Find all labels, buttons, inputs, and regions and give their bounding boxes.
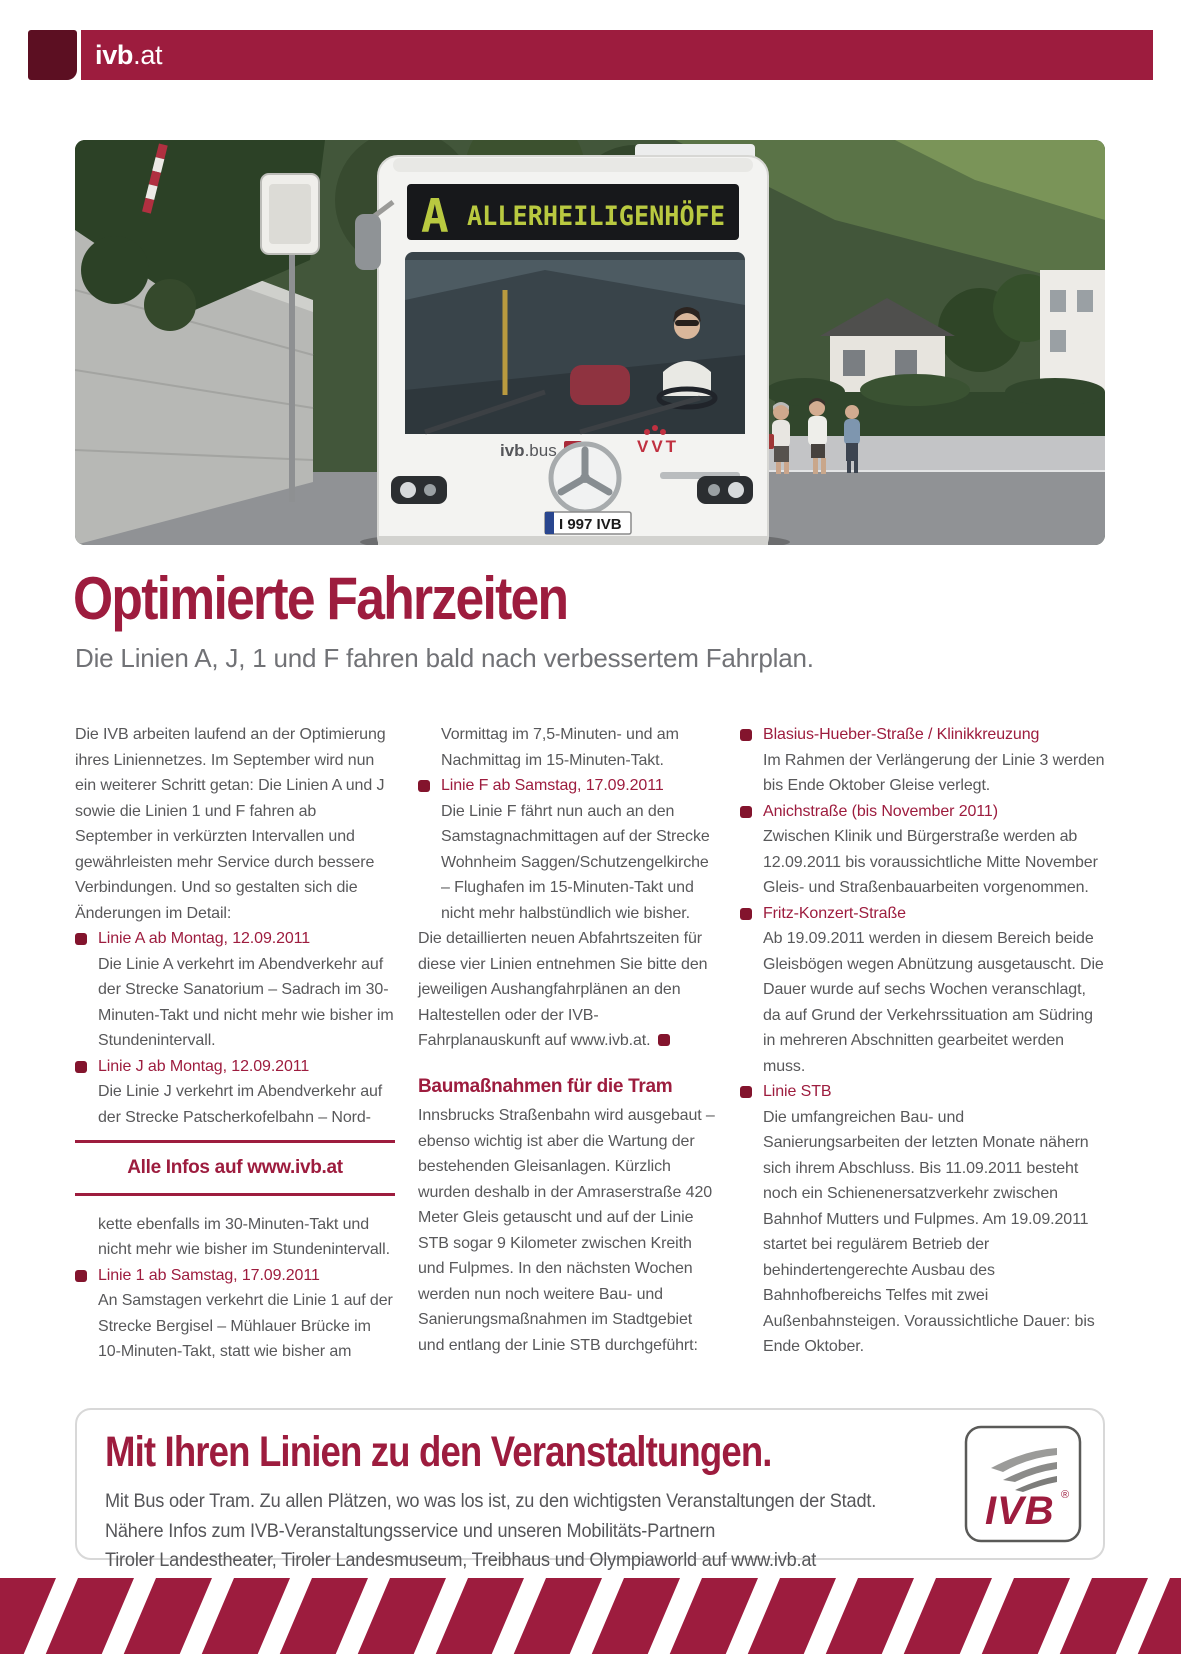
item-body: Im Rahmen der Verlängerung der Linie 3 werden bis Ende Oktober Gleise verlegt. <box>763 751 1105 794</box>
brand-bold: ivb <box>95 39 134 70</box>
item-body: Die Linie A verkehrt im Abendverkehr auf der Strecke Sanatorium – Sadrach im 30-Minuten-Takt und nicht mehr wie bisher im Stundenintervall. <box>98 955 394 1049</box>
bullet-icon <box>740 806 752 818</box>
info-callout <box>75 1140 395 1196</box>
section-heading: Baumaßnahmen für die Tram <box>418 1075 673 1097</box>
ivb-logo-text: IVB <box>985 1489 1055 1533</box>
ivb-logo-reg: ® <box>1061 1489 1070 1501</box>
headlight-right <box>697 476 753 504</box>
column-2 <box>418 722 717 1406</box>
item-body: Die Linie F fährt nun auch an den Samstagnachmittagen auf der Strecke Wohnheim Saggen/Schutzengelkirche – Flughafen im 15-Minuten-Takt und nicht mehr halbstündlich wie bisher. <box>441 802 710 922</box>
item-heading: Linie 1 ab Samstag, 17.09.2011 <box>98 1266 320 1284</box>
intro-paragraph: Die IVB arbeiten laufend an der Optimierung ihres Liniennetzes. Im September wird nun ein weiterer Schritt getan: Die Linien A und J sowie die Linien 1 und F fahren ab September in verkürzten Intervallen und gewährleisten mehr Service durch bessere Verbindungen. Und so gestalten sich die Änderungen im Detail: <box>75 726 386 922</box>
list-item-linie-1 <box>75 1263 395 1365</box>
destination-display <box>407 184 744 243</box>
item-heading: Fritz-Konzert-Straße <box>763 904 906 922</box>
closing-paragraph-text: Die detaillierten neuen Abfahrtszeiten für diese vier Linien entnehmen Sie bitte den jeweiligen Aushangfahrplänen an den Haltestellen oder der IVB-Fahrplanauskunft auf www.ivb.at. <box>418 930 708 1049</box>
item-heading: Blasius-Hueber-Straße / Klinikkreuzung <box>763 726 1040 743</box>
event-box-line: Tiroler Landestheater, Tiroler Landesmuseum, Treibhaus und Olympiaworld auf www.ivb.at <box>105 1549 817 1571</box>
bus-brand-label: ivb.bus <box>500 441 557 460</box>
bus <box>355 144 790 545</box>
bullet-icon <box>740 729 752 741</box>
column-1 <box>75 722 395 1406</box>
continuation-paragraph: Vormittag im 7,5-Minuten- und am Nachmittag im 15-Minuten-Takt. <box>441 726 679 769</box>
bullet-icon <box>418 780 430 792</box>
bus-photo <box>75 140 1105 545</box>
event-box-line: Nähere Infos zum IVB-Veranstaltungsservice und unseren Mobilitäts-Partnern <box>105 1519 716 1542</box>
event-service-box <box>75 1408 1105 1571</box>
bullet-icon <box>740 908 752 920</box>
svg-text:VVT: VVT <box>637 437 680 456</box>
item-heading: Linie F ab Samstag, 17.09.2011 <box>441 777 664 794</box>
item-heading: Linie J ab Montag, 12.09.2011 <box>98 1057 310 1075</box>
list-item-linie-f <box>418 773 717 926</box>
brand-bar <box>81 30 1153 80</box>
bullet-icon <box>75 933 87 945</box>
item-heading: Anichstraße (bis November 2011) <box>763 802 998 820</box>
list-item-blasius <box>740 722 1105 799</box>
brand-wordmark <box>95 40 162 71</box>
brand-suffix: .at <box>133 39 163 70</box>
closing-paragraph <box>418 926 717 1054</box>
item-heading: Linie A ab Montag, 12.09.2011 <box>98 930 311 947</box>
info-callout-text: Alle Infos auf www.ivb.at <box>127 1157 343 1178</box>
item-body: Ab 19.09.2011 werden in diesem Bereich beide Gleisbögen wegen Abnützung ausgetauscht. Die Dauer wurde auf sechs Wochen veranschlagt, da auf Grund der Verkehrssituation am Südring in mehreren Abschnitten gearbeitet werden muss. <box>763 930 1104 1075</box>
event-box-title: Mit Ihren Linien zu den Veranstaltungen. <box>105 1428 772 1476</box>
destination-text: ALLERHEILIGENHÖFE <box>467 201 744 232</box>
bullet-icon <box>75 1270 87 1282</box>
item-body: Die Linie J verkehrt im Abendverkehr auf der Strecke Patscherkofelbahn – Nord- <box>98 1083 383 1126</box>
brand-square <box>28 30 77 80</box>
article-columns <box>75 722 1105 1406</box>
page-subtitle: Die Linien A, J, 1 und F fahren bald nach verbessertem Fahrplan. <box>75 643 814 673</box>
continuation-paragraph: kette ebenfalls im 30-Minuten-Takt und nicht mehr wie bisher im Stundenintervall. <box>98 1215 390 1258</box>
list-item-linie-stb <box>740 1079 1105 1360</box>
bullet-icon <box>740 1086 752 1098</box>
list-item-fritz-konzert <box>740 901 1105 1080</box>
windshield <box>405 252 745 434</box>
item-heading: Linie STB <box>763 1083 832 1100</box>
svg-text:I 997 IVB: I 997 IVB <box>559 516 622 533</box>
mercedes-star <box>551 444 619 512</box>
license-plate <box>545 512 631 534</box>
rule-bottom <box>75 1193 395 1196</box>
headlight-left <box>391 476 447 504</box>
page-title: Optimierte Fahrzeiten <box>73 565 568 632</box>
item-body: Die umfangreichen Bau- und Sanierungsarbeiten der letzten Monate nähern sich ihrem Abschluss. Bis 11.09.2011 besteht noch ein Schienenersatzverkehr zwischen Bahnhof Mutters und Fulpmes. Am 19.09.2011 startet bei regulärem Betrieb der behindertengerechte Ausbau des Bahnhofbereichs Telfes mit zwei Außenbahnsteigen. Voraussichtliche Dauer: bis Ende Oktober. <box>763 1108 1095 1355</box>
column-3 <box>740 722 1105 1406</box>
list-item-linie-j <box>75 1054 395 1131</box>
ivb-logo <box>963 1424 1083 1544</box>
item-body: An Samstagen verkehrt die Linie 1 auf der Strecke Bergisel – Mühlauer Brücke im 10-Minuten-Takt, statt wie bisher am <box>98 1292 393 1360</box>
section-paragraph: Innsbrucks Straßenbahn wird ausgebaut – ebenso wichtig ist aber die Wartung der bestehenden Gleisanlagen. Kürzlich wurden deshalb in der Amraserstraße 420 Meter Gleis getauscht und auf der Linie STB sogar 9 Kilometer zwischen Kreith und Fulpmes. In den nächsten Wochen werden nun noch weitere Bau- und Sanierungsmaßnahmen im Stadtgebiet und entlang der Linie STB durchgeführt: <box>418 1107 715 1354</box>
list-item-anichstrasse <box>740 799 1105 901</box>
list-item-linie-a <box>75 926 395 1054</box>
end-marker-icon <box>658 1034 670 1046</box>
item-body: Zwischen Klinik und Bürgerstraße werden ab 12.09.2011 bis voraussichtliche Mitte November Gleis- und Straßenbauarbeiten vorgenommen. <box>763 828 1098 896</box>
bullet-icon <box>75 1061 87 1073</box>
route-letter: A <box>421 189 449 243</box>
event-box-line: Mit Bus oder Tram. Zu allen Plätzen, wo was los ist, zu den wichtigsten Veranstaltungen der Stadt. <box>105 1490 877 1512</box>
footer-stripes <box>0 1578 1181 1654</box>
